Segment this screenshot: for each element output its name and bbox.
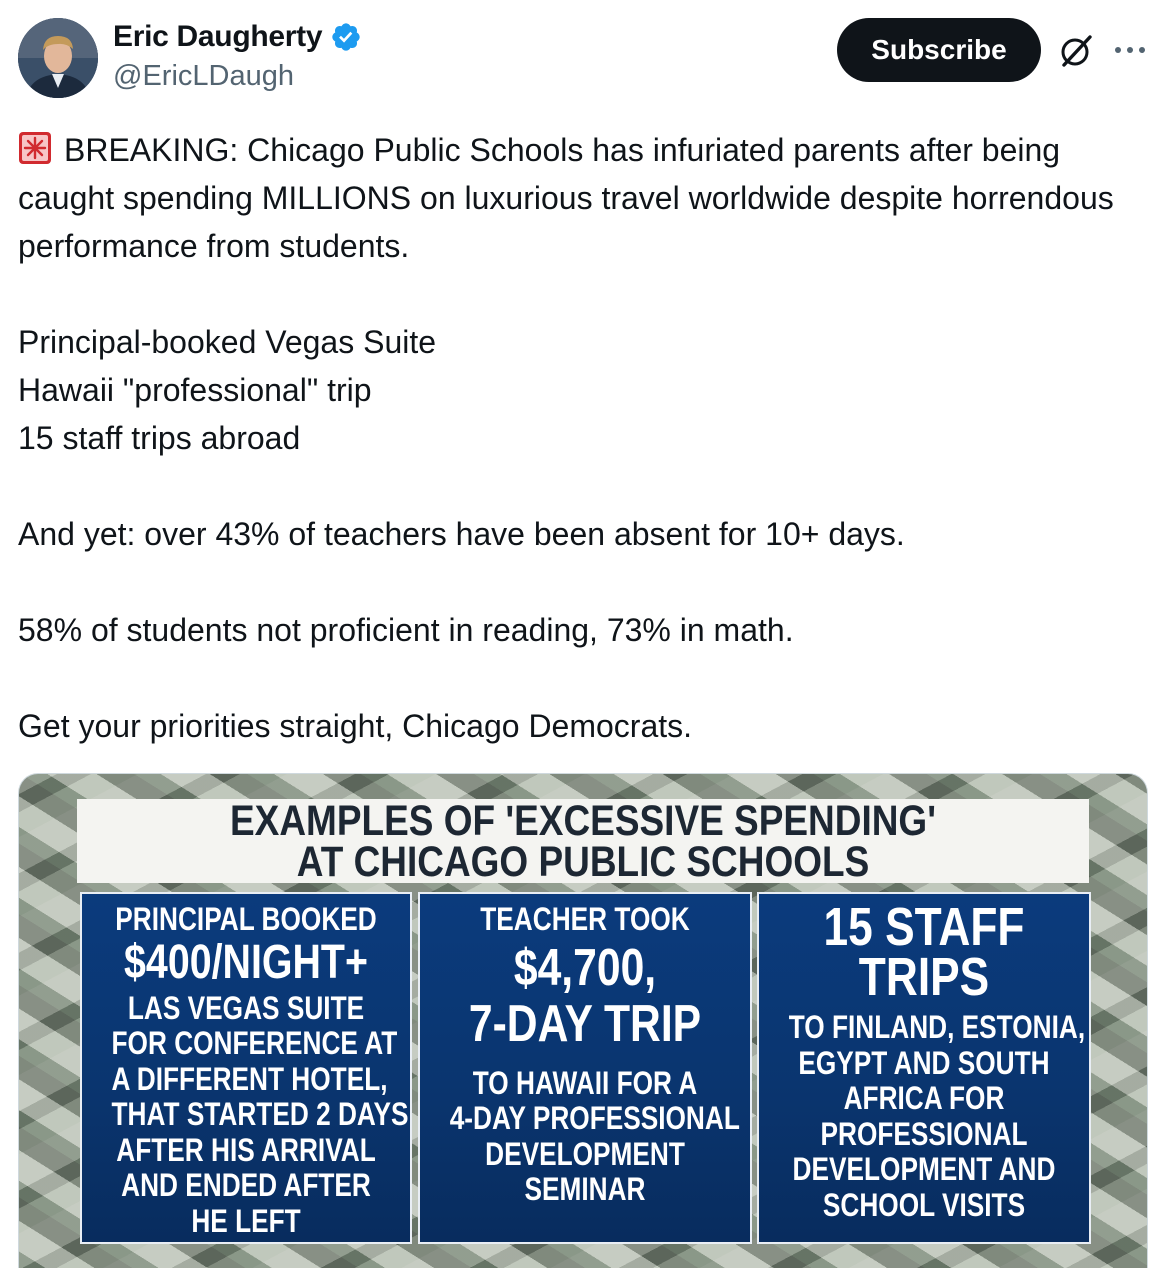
author-name[interactable]: Eric Daugherty [113,20,323,53]
panel-highlight: TRIPS [858,947,990,1007]
tweet-text [18,126,1153,750]
tweet-line-breaking: BREAKING: Chicago Public Schools has infuriated parents after being caught spending MILLIONS on luxurious travel worldwide despite horrendous performance from students. [18,132,1114,264]
panel-highlight: 15 STAFF [823,897,1025,957]
tweet-line-absent: And yet: over 43% of teachers have been absent for 10+ days. [18,516,905,552]
verified-badge-icon[interactable] [330,21,362,53]
avatar[interactable] [18,18,98,98]
panel-body-line: AND ENDED AFTER [121,1167,371,1203]
avatar-image [18,18,98,98]
panel-body-line: A DIFFERENT HOTEL, [111,1060,388,1097]
graphic-headline [77,797,1089,886]
subscribe-button[interactable]: Subscribe [837,18,1041,82]
panel-highlight: $4,700, [513,938,657,997]
panel-body-line: PROFESSIONAL [820,1115,1028,1152]
panel-body-line: AFTER HIS ARRIVAL [116,1131,376,1168]
panel-top: TEACHER TOOK [480,901,690,937]
grok-icon[interactable] [1056,31,1096,71]
panel-highlight: 7-DAY TRIP [468,994,702,1053]
tweet-line-proficiency: 58% of students not proficient in reading, 73% in math. [18,612,794,648]
panel-body-line: TO FINLAND, ESTONIA, [788,1009,1086,1045]
tweet-line-staff-trips: 15 staff trips abroad [18,420,301,456]
panel-body-line: DEVELOPMENT [485,1135,685,1172]
panel-body-line: HE LEFT [191,1202,301,1239]
panel-principal [80,892,412,1244]
tweet-line-vegas: Principal-booked Vegas Suite [18,324,437,360]
panel-top: PRINCIPAL BOOKED [115,901,377,937]
headline-line-2: AT CHICAGO PUBLIC SCHOOLS [296,838,870,886]
tweet-paragraph [18,126,1153,270]
panel-body-line: TO HAWAII FOR A [472,1064,698,1101]
author-handle[interactable]: @EricLDaugh [113,60,294,92]
panel-body-line: SEMINAR [524,1171,646,1207]
panel-body-line: FOR CONFERENCE AT [111,1025,398,1061]
panel-body-line: 4-DAY PROFESSIONAL [449,1100,740,1136]
panel-body-line: AFRICA FOR [843,1080,1005,1116]
headline-line-1: EXAMPLES OF 'EXCESSIVE SPENDING' [230,797,936,845]
panel-body-line: THAT STARTED 2 DAYS [111,1096,409,1132]
rotating-light-emoji-icon [18,131,52,165]
tweet-media-image[interactable] [18,773,1148,1268]
panel-staff-trips [757,892,1091,1244]
tweet-line-priorities: Get your priorities straight, Chicago Democrats. [18,708,693,744]
tweet-line-hawaii: Hawaii "professional" trip [18,372,372,408]
panel-highlight: $400/NIGHT+ [124,935,368,989]
panel-teacher [418,892,752,1244]
panel-body-line: LAS VEGAS SUITE [127,989,365,1026]
more-options-icon[interactable] [1110,32,1150,68]
panel-body-line: EGYPT AND SOUTH [798,1044,1050,1081]
panel-body-line: SCHOOL VISITS [822,1186,1026,1223]
panel-body-line: DEVELOPMENT AND [792,1151,1056,1187]
